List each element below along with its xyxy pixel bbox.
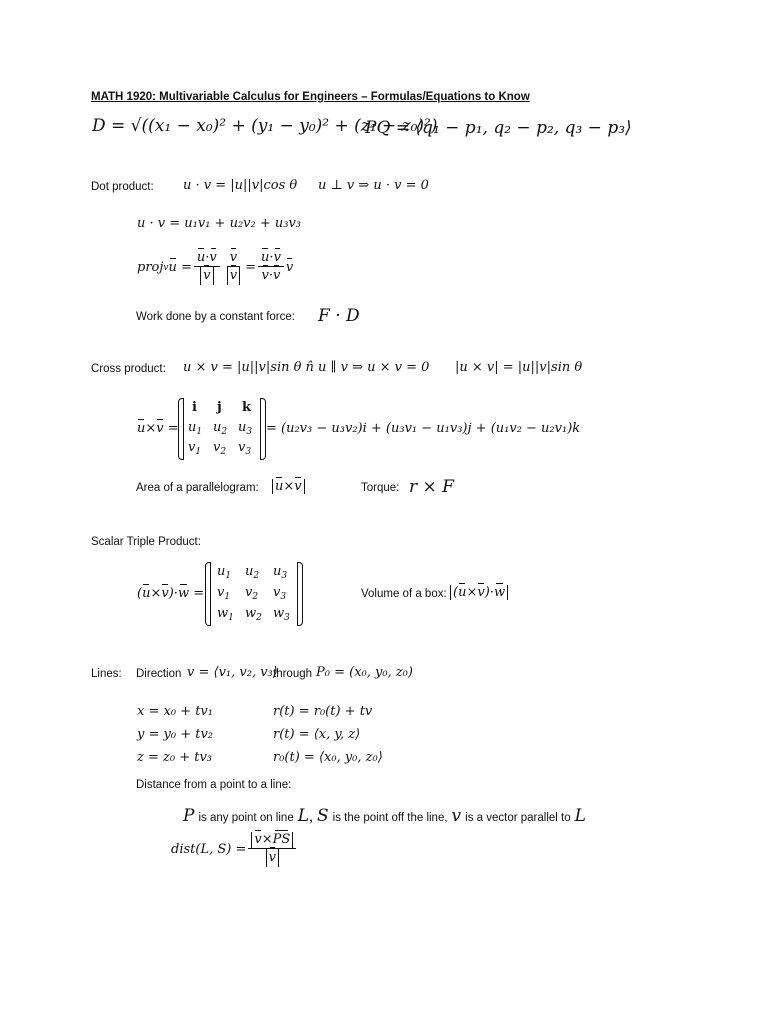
vector-eq-2: r(t) = ⟨x, y, z⟩ <box>273 727 361 742</box>
projection-formula: proj v u = $\frac{u\cdot v}{v}$ $\frac{v}{v}$ = $\frac{u\cdot v}{v\cdot v}$ v <box>137 250 294 283</box>
cross-formula-1: u × v = |u||v|sin θ n̂ <box>183 360 314 375</box>
desc-l: L <box>297 806 310 826</box>
desc-l2: L <box>574 806 586 826</box>
torque-formula: r × F <box>409 477 454 497</box>
vector-eq-3: r₀(t) = ⟨x₀, y₀, z₀⟩ <box>273 750 383 765</box>
triple-label: Scalar Triple Product: <box>91 536 201 548</box>
area-label: Area of a parallelogram: <box>136 482 259 494</box>
direction-label: Direction <box>136 668 182 680</box>
desc-p: P <box>183 806 195 826</box>
through-label: through <box>273 668 313 680</box>
p0-point: P₀ = (x₀, y₀, z₀) <box>316 665 413 680</box>
distance-line-formula: dist(L, S) = $\frac{v\times PS}{v}$ <box>171 832 298 867</box>
direction-vector: v = ⟨v₁, v₂, v₃⟩ <box>187 665 278 680</box>
distance-formula: D = √((x₁ − x₀)² + (y₁ − y₀)² + (z₁ − z₀)²) <box>92 116 438 136</box>
vector-eq-1: r(t) = r₀(t) + tv <box>273 704 373 719</box>
dot-formula-3: u · v = u₁v₁ + u₂v₂ + u₃v₃ <box>137 216 302 231</box>
distance-description: P is any point on line L, S is the point off the line, v is a vector parallel to L <box>183 806 586 826</box>
desc-text-2: is the point off the line, <box>332 812 448 824</box>
line-eq-x: x = x₀ + tv₁ <box>137 704 213 719</box>
cross-product-label: Cross product: <box>91 363 166 375</box>
lines-label: Lines: <box>91 668 122 680</box>
dot-product-label: Dot product: <box>91 181 154 193</box>
line-eq-y: y = y₀ + tv₂ <box>137 727 213 742</box>
cross-matrix: i j k $u_1$ $u_2$ $u_3$ $v_1$ $v_2$ $v_3$ <box>183 398 261 460</box>
distance-line-label: Distance from a point to a line: <box>136 779 292 791</box>
desc-v: v <box>451 806 462 826</box>
volume-label: Volume of a box: <box>361 588 447 600</box>
dist-lhs: dist(L, S) = <box>171 842 247 857</box>
cross-matrix-rhs: = (u₂v₃ − u₃v₂)i + (u₃v₁ − u₁v₃)j + (u₁v₂ − u₂v₁)k <box>266 421 581 436</box>
pq-formula: PQ = ⟨q₁ − p₁, q₂ − p₂, q₃ − p₃⟩ <box>365 118 632 138</box>
cross-formula-2: u ∥ v ⇒ u × v = 0 <box>318 360 430 375</box>
line-eq-z: z = z₀ + tv₃ <box>137 750 213 765</box>
triple-matrix: $u_1$ $u_2$ $u_3$ $v_1$ $v_2$ $v_3$ $w_1$ $w_2$ $w_3$ <box>210 562 298 626</box>
proj-label: proj <box>137 260 164 275</box>
cross-matrix-lhs: u×v = <box>137 421 179 436</box>
work-label: Work done by a constant force: <box>136 311 295 323</box>
desc-s: S <box>317 806 329 826</box>
dot-formula-1: u · v = |u||v|cos θ <box>183 178 298 193</box>
page-title: MATH 1920: Multivariable Calculus for Engineers – Formulas/Equations to Know <box>91 91 530 103</box>
work-formula: F · D <box>318 306 360 326</box>
area-formula: u×v <box>272 479 305 494</box>
cross-formula-3: |u × v| = |u||v|sin θ <box>455 360 583 375</box>
torque-label: Torque: <box>361 482 400 494</box>
proj-sub: v <box>163 262 169 273</box>
triple-lhs: (u×v)·w = <box>137 586 205 601</box>
desc-text-1: is any point on line <box>198 812 294 824</box>
dot-formula-2: u ⊥ v ⇒ u · v = 0 <box>318 178 429 193</box>
volume-formula: (u×v)·w <box>450 585 508 600</box>
desc-text-3: is a vector parallel to <box>465 812 571 824</box>
